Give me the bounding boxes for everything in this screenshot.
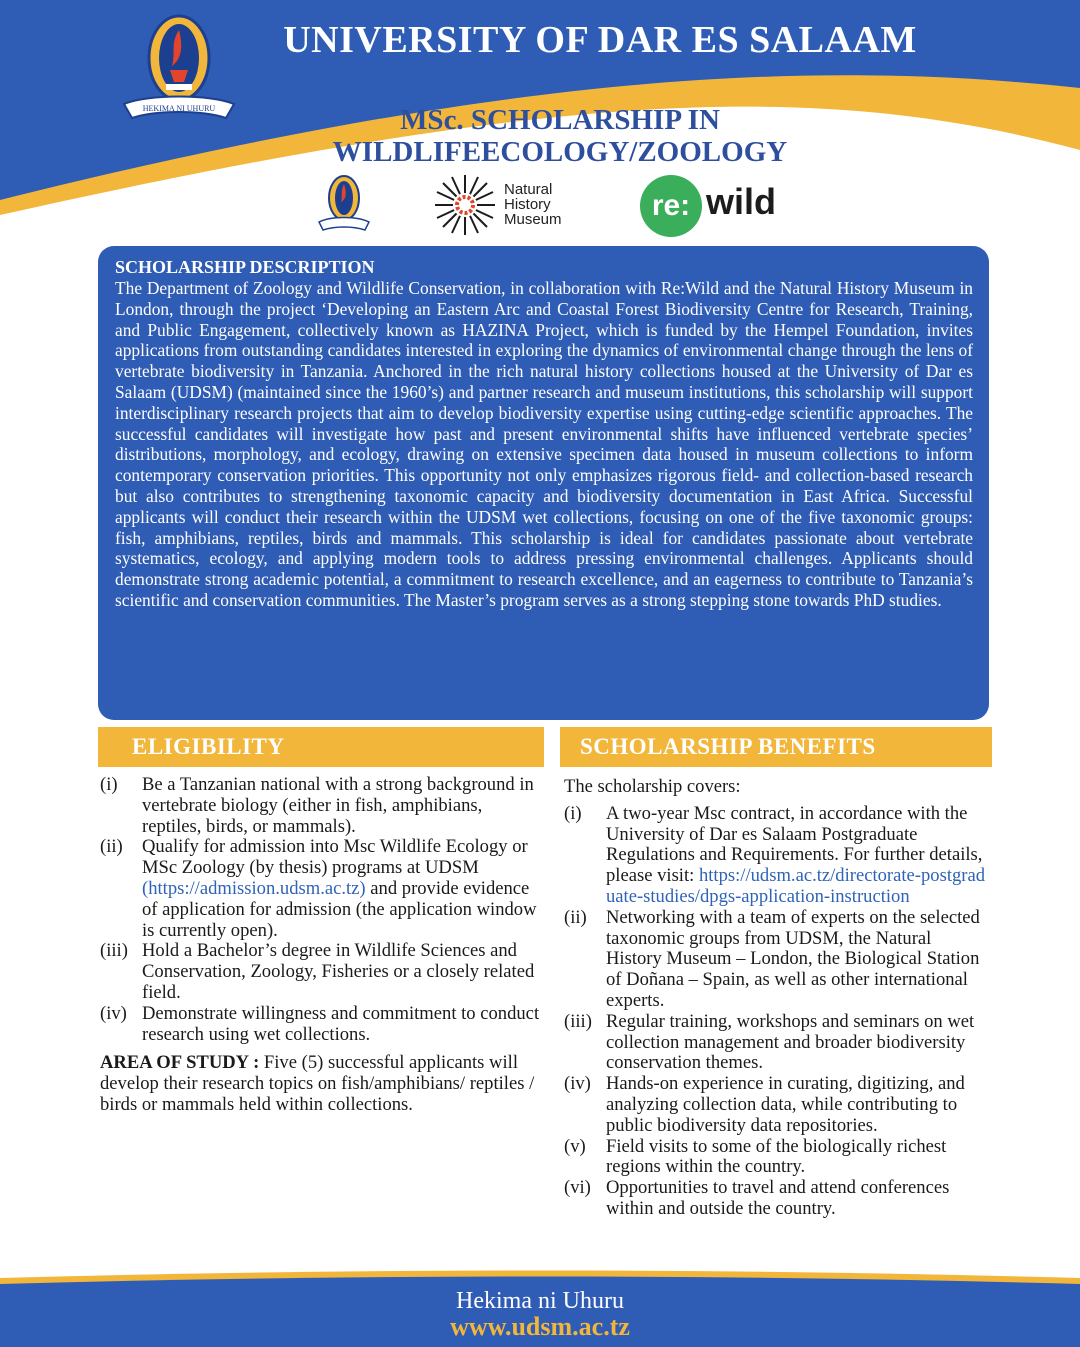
item-number: (iii) [100,940,128,962]
eligibility-item [100,837,540,941]
natural-history-museum-logo [430,172,570,238]
footer-website-link[interactable]: www.udsm.ac.tz [450,1312,630,1341]
item-text: Field visits to some of the biologically richest regions within the country. [606,1135,947,1178]
item-number: (iii) [564,1010,592,1032]
benefits-intro: The scholarship covers: [564,776,741,797]
eligibility-heading: ELIGIBILITY [98,727,544,767]
eligibility-item [100,1004,540,1046]
benefit-item [564,1178,990,1220]
item-text [606,804,990,908]
item-number: (v) [564,1135,586,1157]
rewild-wordmark: wild [706,181,776,222]
benefit-item [564,1012,990,1074]
program-title-line1: MSc. SCHOLARSHIP IN [400,104,720,136]
rewild-logo [640,175,800,237]
item-text: Regular training, workshops and seminars on wet collection management and broader biodiversity conservation themes. [606,1010,975,1074]
nhm-line2: History [504,196,551,213]
item-text: Hands-on experience in curating, digitizing, and analyzing collection data, while contributing to public biodiversity data repositories. [606,1073,965,1136]
item-text: Hold a Bachelor’s degree in Wildlife Sciences and Conservation, Zoology, Fisheries or a closely related field. [142,940,535,1003]
nhm-line1: Natural [504,181,553,198]
item-number: (ii) [100,836,123,858]
program-title [250,104,870,168]
benefit-item [564,1074,990,1136]
item-text-body: A two-year Msc contract, in accordance with the University of Dar es Salaam Postgraduate Regulations and Requirements. For further details, please visit: [606,802,983,887]
university-crest-logo [118,8,240,130]
nhm-line3: Museum [504,211,562,228]
eligibility-list [100,775,540,1116]
university-title: UNIVERSITY OF DAR ES SALAAM [283,19,917,61]
description-heading: SCHOLARSHIP DESCRIPTION [115,257,375,277]
benefits-heading: SCHOLARSHIP BENEFITS [560,727,992,767]
item-text: Opportunities to travel and attend conferences within and outside the country. [606,1177,950,1219]
scholarship-description-box [98,246,989,720]
eligibility-item [100,941,540,1003]
university-crest-small-logo [315,172,373,234]
area-of-study-label: AREA OF STUDY : [100,1052,260,1074]
admission-link[interactable]: (https://admission.udsm.ac.tz) [142,877,366,899]
benefits-list [564,777,990,1220]
crest-motto-text: HEKIMA NI UHURU [142,104,216,113]
dpgs-instruction-link[interactable]: https://udsm.ac.tz/directorate-postgraduate-studies/dpgs-application-instruction [606,865,986,907]
item-number: (ii) [564,906,587,928]
nhm-wordmark [504,182,562,227]
rewild-mark: re: [640,175,702,237]
area-of-study [100,1053,540,1115]
program-title-line2: WILDLIFEECOLOGY/ZOOLOGY [332,136,788,168]
item-number: (vi) [564,1177,591,1199]
item-text [142,837,540,941]
benefit-item [564,804,990,908]
eligibility-item [100,775,540,837]
item-number: (iv) [564,1073,591,1095]
area-of-study-text: Five (5) successful applicants will develop their research topics on fish/amphibians/ reptiles / birds or mammals held within collections. [100,1052,535,1115]
nhm-emblem-icon [430,172,500,238]
item-text: Be a Tanzanian national with a strong background in vertebrate biology (either in fish, amphibians, reptiles, birds, or mammals). [142,774,534,837]
item-text-before: Qualify for admission into Msc Wildlife Ecology or MSc Zoology (by thesis) programs at UDSM [142,836,528,879]
description-text: The Department of Zoology and Wildlife Conservation, in collaboration with Re:Wild and the Natural History Museum in London, through the project ‘Developing an Eastern Arc and Coastal Forest Biodiversity Centre for Research, Training, and Public Engagement, collectively known as HAZINA Project, which is funded by the Hempel Foundation, invites applications from outstanding candidates interested in exploring the dynamics of environmental change through the lens of vertebrate biodiversity in Tanzania. Anchored in the rich natural history collections housed at the University of Dar es Salaam (UDSM) (maintained since the 1960’s) and partner research and museum institutions, this scholarship will support interdisciplinary research projects that aim to develop biodiversity expertise using cutting-edge scientific approaches. The successful candidates will investigate how past and present environmental shifts have influenced vertebrate species’ distributions, morphology, and ecology, drawing on extensive specimen data housed in museum collections to inform contemporary conservation priorities. This opportunity not only emphasizes rigorous field- and collection-based research but also contributes to strengthening taxonomic capacity and biodiversity documentation in East Africa. Successful applicants will conduct their research within the UDSM wet collections, focusing on one of the five taxonomic groups: fish, amphibians, reptiles, birds and mammals. This scholarship is ideal for candidates passionate about vertebrate systematics, ecology, and applying modern tools to address pressing environmental challenges. Applicants should demonstrate strong academic potential, a commitment to research excellence, and an eagerness to contribute to Tanzania’s scientific and conservation communities. The Master’s program serves as a strong stepping stone towards PhD studies. [115,278,973,610]
benefit-item [564,908,990,1012]
item-text-after: and provide evidence of application for admission (the application window is currently open). [142,877,537,941]
benefit-item [564,1137,990,1179]
item-number: (iv) [100,1002,127,1024]
item-number: (i) [564,802,582,824]
item-text: Demonstrate willingness and commitment to conduct research using wet collections. [142,1002,540,1045]
item-text: Networking with a team of experts on the selected taxonomic groups from UDSM, the Natural History Museum – London, the Biological Station of Doñana – Spain, as well as other international experts. [606,906,980,1011]
footer-motto: Hekima ni Uhuru [456,1288,624,1314]
item-number: (i) [100,774,118,795]
